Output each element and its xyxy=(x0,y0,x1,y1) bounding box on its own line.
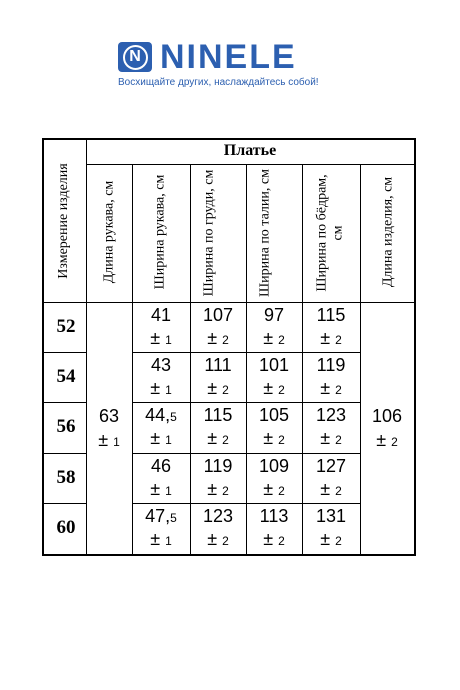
cell-sleeve_width: 47,5 xyxy=(145,506,177,526)
sleeve-length-value: 63 xyxy=(98,406,120,426)
cell-waist-tol: ± 2 xyxy=(263,479,285,499)
col-product-length: Длина изделия, см xyxy=(380,176,396,288)
cell-hips: 119 xyxy=(316,355,346,375)
cell-chest: 107 xyxy=(202,305,234,325)
ninele-logo xyxy=(118,38,348,92)
cell-waist: 113 xyxy=(259,506,289,526)
col-waist: Ширина по талии, см xyxy=(257,169,273,297)
cell-chest: 115 xyxy=(203,405,233,425)
cell-hips: 123 xyxy=(315,405,347,425)
cell-waist-tol: ± 2 xyxy=(263,529,285,549)
table-title: Платье xyxy=(223,142,277,159)
size-label: 56 xyxy=(56,416,76,437)
cell-waist-tol: ± 2 xyxy=(263,428,285,448)
cell-waist: 97 xyxy=(263,305,285,325)
cell-sleeve_width: 46 xyxy=(150,456,172,476)
cell-chest-tol: ± 2 xyxy=(207,479,229,499)
size-label: 60 xyxy=(56,517,76,538)
cell-hips: 127 xyxy=(315,456,347,476)
cell-sleeve_width-tol: ± 1 xyxy=(150,479,172,499)
cell-waist-tol: ± 2 xyxy=(263,328,285,348)
cell-sleeve_width-tol: ± 1 xyxy=(150,428,172,448)
product-length-tol: ± 2 xyxy=(376,430,398,450)
cell-waist: 101 xyxy=(258,355,290,375)
cell-waist: 109 xyxy=(258,456,290,476)
logo-mark-icon: N xyxy=(118,42,152,72)
cell-chest: 123 xyxy=(202,506,234,526)
cell-waist-tol: ± 2 xyxy=(263,378,285,398)
cell-hips-tol: ± 2 xyxy=(320,428,342,448)
cell-sleeve_width: 44,5 xyxy=(145,405,177,425)
cell-chest-tol: ± 2 xyxy=(207,529,229,549)
cell-hips-tol: ± 2 xyxy=(320,378,342,398)
size-table xyxy=(42,138,416,556)
size-label: 54 xyxy=(56,366,76,387)
cell-hips: 131 xyxy=(315,506,347,526)
cell-sleeve_width: 41 xyxy=(150,305,172,325)
cell-chest-tol: ± 2 xyxy=(207,378,229,398)
cell-chest-tol: ± 2 xyxy=(207,428,229,448)
cell-sleeve_width-tol: ± 1 xyxy=(150,328,172,348)
cell-sleeve_width: 43 xyxy=(150,355,172,375)
cell-chest-tol: ± 2 xyxy=(207,328,229,348)
size-label: 52 xyxy=(56,316,76,337)
cell-chest: 111 xyxy=(204,355,232,375)
size-label: 58 xyxy=(56,467,76,488)
cell-hips-tol: ± 2 xyxy=(320,529,342,549)
cell-waist: 105 xyxy=(258,405,290,425)
cell-chest: 119 xyxy=(203,456,233,476)
cell-sleeve_width-tol: ± 1 xyxy=(150,378,172,398)
brand-slogan: Восхищайте других, наслаждайтесь собой! xyxy=(118,77,319,88)
col-sleeve-width: Ширина рукава, см xyxy=(152,174,168,290)
row-header: Измерение изделия xyxy=(56,163,71,279)
cell-hips-tol: ± 2 xyxy=(320,479,342,499)
sleeve-length-tol: ± 1 xyxy=(98,430,120,450)
cell-sleeve_width-tol: ± 1 xyxy=(150,529,172,549)
col-sleeve-length: Длина рукава, см xyxy=(101,180,117,284)
product-length-value: 106 xyxy=(371,406,403,426)
cell-hips: 115 xyxy=(316,305,346,325)
col-chest: Ширина по груди, см xyxy=(201,169,217,297)
cell-hips-tol: ± 2 xyxy=(320,328,342,348)
brand-name: NINELE xyxy=(160,38,297,76)
col-hips: Ширина по бёдрам, см xyxy=(314,174,346,292)
